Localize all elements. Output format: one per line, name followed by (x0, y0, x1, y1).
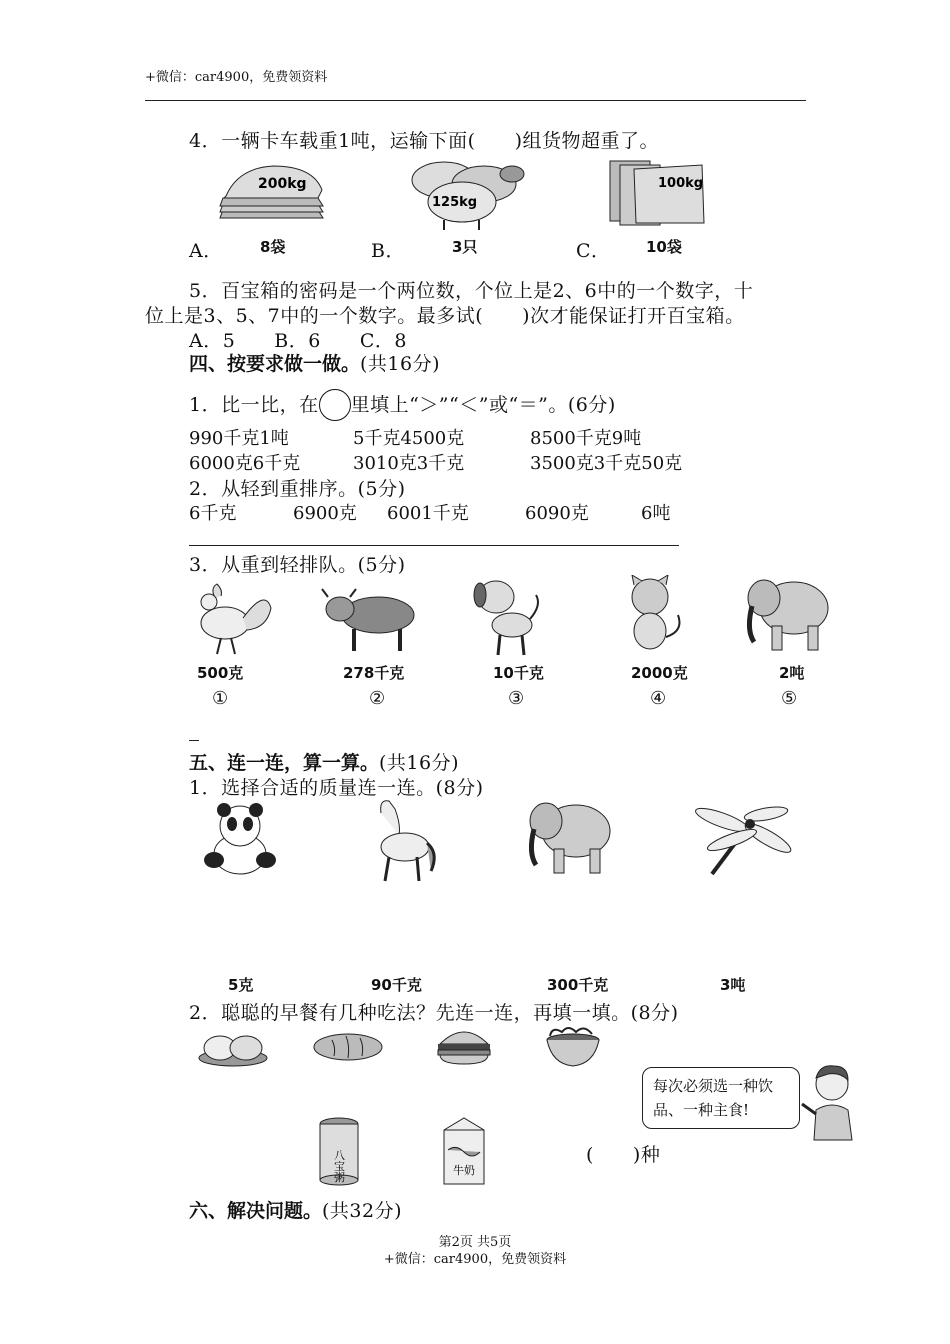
bag-weight-label: 100kg (658, 176, 704, 191)
noodle-bowl-image (542, 1024, 604, 1070)
s4-q2: 2．从轻到重排序。(5分) (189, 478, 406, 500)
s4-q1 (189, 389, 616, 421)
animal-2-mark: ② (369, 688, 386, 709)
option-c-letter: C． (576, 240, 611, 262)
option-b-qty: 3只 (452, 238, 478, 256)
weight-option-4: 3吨 (720, 976, 746, 994)
cat-image (618, 575, 688, 657)
animal-4-mark: ④ (650, 688, 667, 709)
ways-answer: ( )种 (586, 1144, 661, 1166)
section-6-score: (共32分) (322, 1200, 403, 1222)
congee-can-image (318, 1116, 360, 1186)
speech-bubble: 每次必须选一种饮品、一种主食! (642, 1067, 800, 1129)
question-4: 4．一辆卡车载重1吨，运输下面( )组货物超重了。 (189, 130, 660, 152)
animal-5-mark: ⑤ (781, 688, 798, 709)
section-4-title: 四、按要求做一做。 (189, 353, 361, 375)
cow-image (320, 585, 420, 655)
compare-1-1: 990千克1吨 (189, 428, 289, 449)
compare-1-2: 5千克4500克 (353, 428, 465, 449)
order-item-5: 6吨 (641, 503, 671, 524)
animal-3-mark: ③ (508, 688, 525, 709)
sack-stack-image (218, 160, 328, 230)
sack-weight-label: 200kg (258, 176, 307, 192)
section-5-score: (共16分) (379, 752, 460, 774)
question-5-line2: 位上是3、5、7中的一个数字。最多试( )次才能保证打开百宝箱。 (145, 305, 745, 327)
s5-q2: 2．聪聪的早餐有几种吃法？先连一连，再填一填。(8分) (189, 1002, 679, 1024)
page-number: 第2页 共5页 (438, 1235, 512, 1250)
order-item-4: 6090克 (525, 503, 589, 524)
steamed-buns-image (196, 1026, 271, 1068)
carton-label: 牛奶 (453, 1164, 475, 1177)
animal-1-weight: 500克 (197, 664, 244, 682)
animal-5-weight: 2吨 (779, 664, 805, 682)
footer-note: +微信：car4900，免费领资料 (383, 1252, 567, 1267)
option-c-qty: 10袋 (646, 238, 682, 256)
order-item-1: 6千克 (189, 503, 237, 524)
animal-3-weight: 10千克 (493, 664, 544, 682)
section-6-title: 六、解决问题。 (189, 1200, 323, 1222)
answer-line (189, 545, 679, 546)
section-5-heading (189, 748, 459, 775)
boy-image (800, 1060, 866, 1142)
animal-1-mark: ① (212, 688, 229, 709)
dog-image (470, 575, 545, 657)
weight-option-1: 5克 (228, 976, 254, 994)
weight-option-3: 300千克 (547, 976, 609, 994)
can-label: 八宝粥 (332, 1149, 346, 1183)
s4-q1-prefix: 1．比一比，在 (189, 394, 319, 416)
weight-option-2: 90千克 (371, 976, 422, 994)
compare-2-2: 3010克3千克 (353, 453, 465, 474)
rooster-image (185, 578, 275, 658)
section-5-title: 五、连一连，算一算。 (189, 752, 380, 774)
compare-2-3: 3500克3千克50克 (530, 453, 683, 474)
circle-icon (319, 389, 351, 421)
bread-image (312, 1032, 384, 1062)
short-answer-mark (189, 740, 199, 741)
animal-2-weight: 278千克 (343, 664, 405, 682)
s4-q3: 3．从重到轻排队。(5分) (189, 554, 406, 576)
section-4-heading (189, 349, 440, 376)
animal-4-weight: 2000克 (631, 664, 688, 682)
compare-2-1: 6000克6千克 (189, 453, 301, 474)
header-rule (145, 100, 806, 101)
s4-q1-suffix: 里填上“＞”“＜”或“＝”。(6分) (350, 394, 616, 416)
section-6-heading (189, 1196, 402, 1223)
option-b-letter: B． (371, 240, 405, 262)
question-5-line1: 5．百宝箱的密码是一个两位数，个位上是2、6中的一个数字，十 (189, 280, 754, 302)
order-item-3: 6001千克 (387, 503, 469, 524)
elephant-image-2 (524, 795, 614, 877)
compare-1-3: 8500千克9吨 (530, 428, 642, 449)
burger-image (434, 1024, 494, 1068)
option-a-letter: A． (189, 240, 223, 262)
section-4-score: (共16分) (360, 353, 441, 375)
order-item-2: 6900克 (293, 503, 357, 524)
s5-q1: 1．选择合适的质量连一连。(8分) (189, 777, 484, 799)
header-note: +微信：car4900，免费领资料 (145, 70, 328, 85)
horse-image (365, 795, 437, 883)
sheep-weight-label: 125kg (432, 195, 478, 210)
bag-stack-image (606, 155, 706, 227)
dragonfly-image (692, 798, 792, 878)
elephant-image (742, 570, 832, 655)
sheep-image (404, 152, 529, 232)
panda-image (200, 800, 280, 878)
option-a-qty: 8袋 (260, 238, 286, 256)
question-5-options: A．5 B．6 C．8 (189, 330, 407, 352)
milk-carton-image (436, 1114, 492, 1186)
